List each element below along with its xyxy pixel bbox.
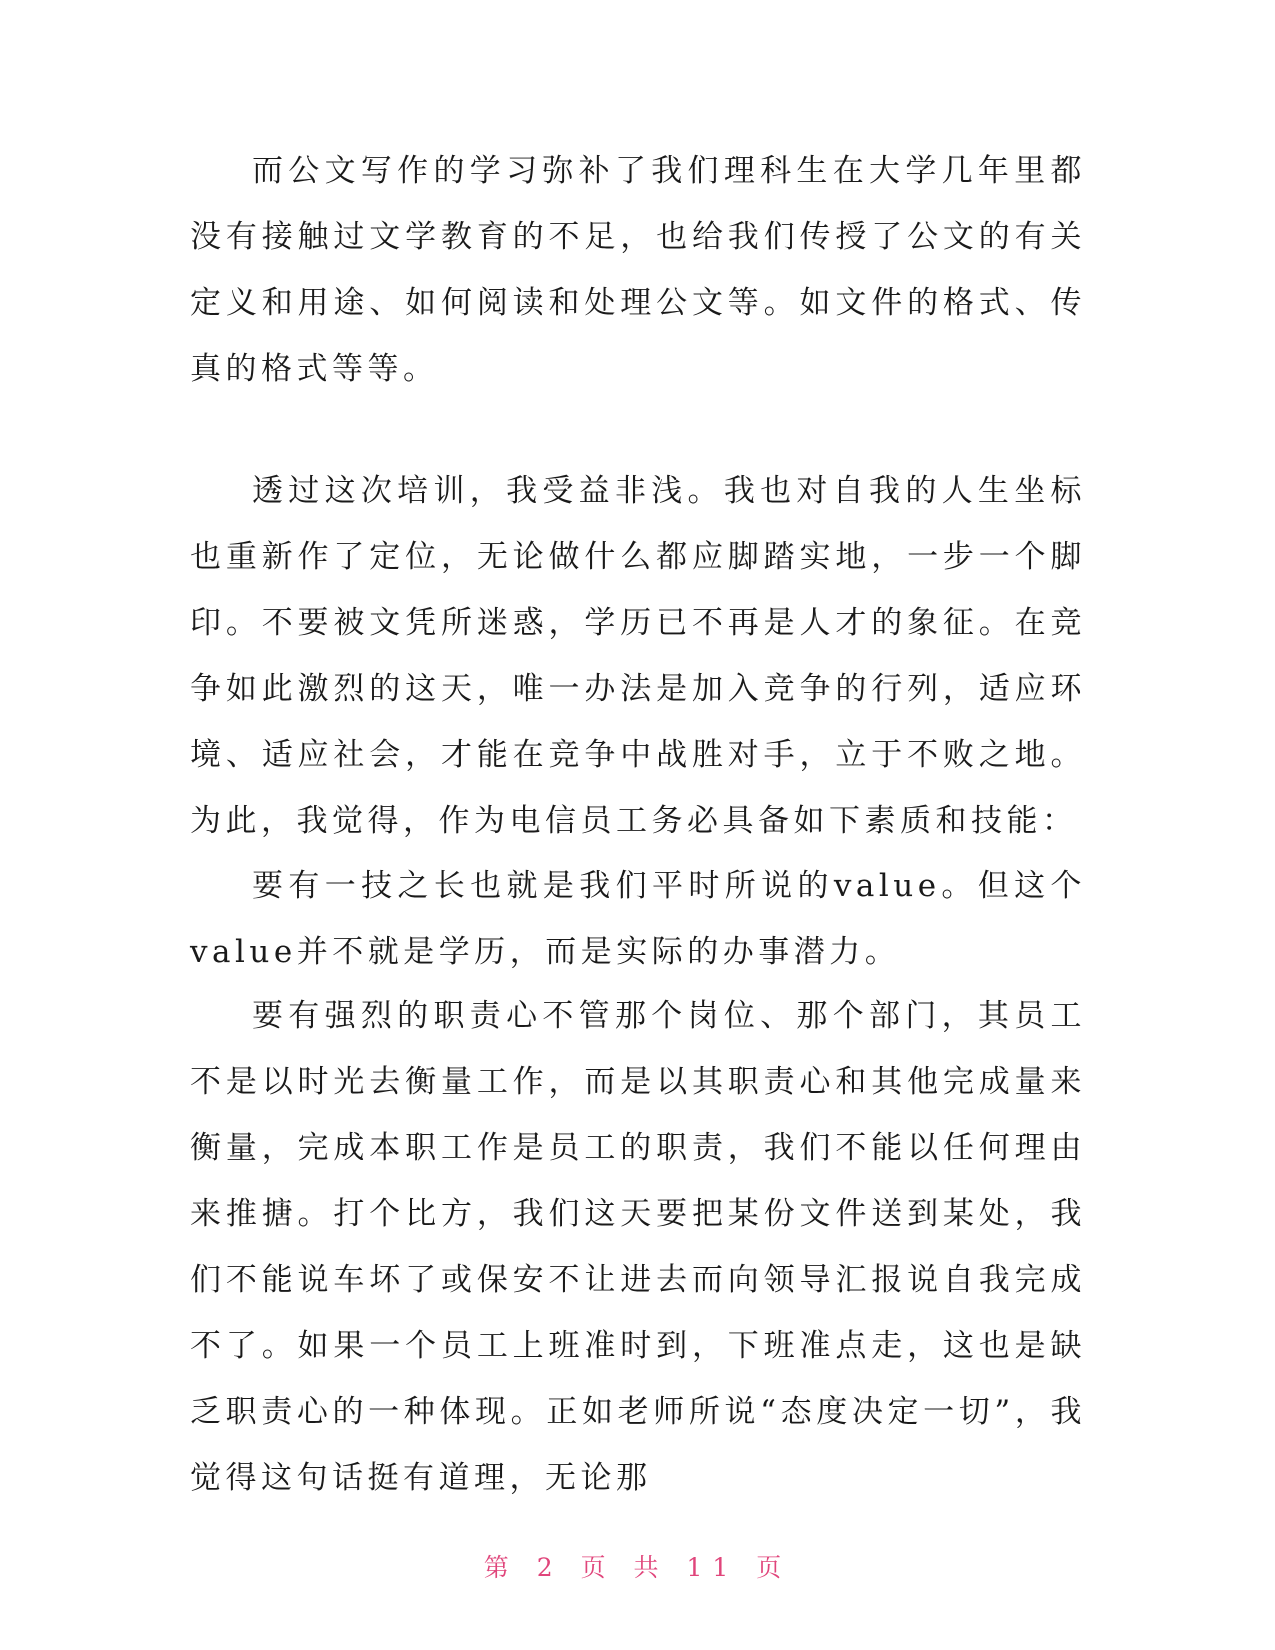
paragraph: 要有强烈的职责心不管那个岗位、那个部门，其员工不是以时光去衡量工作，而是以其职责心和其他完成量来衡量，完成本职工作是员工的职责，我们不能以任何理由来推搪。打个比方，我们这天要把某份文件送到某处，我们不能说车坏了或保安不让进去而向领导汇报说自我完成不了。如果一个员工上班准时到，下班准点走，这也是缺乏职责心的一种体现。正如老师所说“态度决定一切”，我觉得这句话挺有道理，无论那 <box>190 998 1086 1496</box>
paragraph: 而公文写作的学习弥补了我们理科生在大学几年里都没有接触过文学教育的不足，也给我们传授了公文的有关定义和用途、如何阅读和处理公文等。如文件的格式、传真的格式等等。 <box>190 153 1086 387</box>
paragraph: 要有一技之长也就是我们平时所说的value。但这个value并不就是学历，而是实际的办事潜力。 <box>190 868 1086 970</box>
page-number-footer: 第 2 页 共 11 页 <box>483 1553 792 1582</box>
paragraph: 透过这次培训，我受益非浅。我也对自我的人生坐标也重新作了定位，无论做什么都应脚踏实地，一步一个脚印。不要被文凭所迷惑，学历已不再是人才的象征。在竞争如此激烈的这天，唯一办法是加入竞争的行列，适应环境、适应社会，才能在竞争中战胜对手，立于不败之地。为此，我觉得，作为电信员工务必具备如下素质和技能： <box>190 473 1086 839</box>
